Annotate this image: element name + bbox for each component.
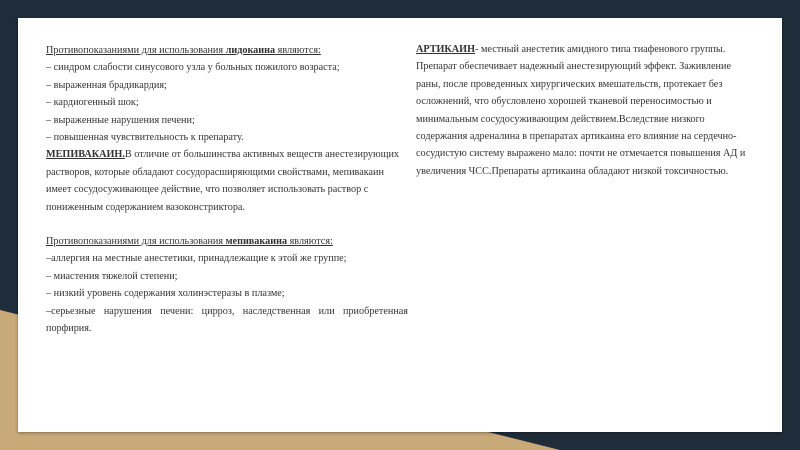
articaine-name: АРТИКАИН bbox=[416, 44, 476, 55]
list1-item: – выраженные нарушения печени; bbox=[46, 114, 195, 126]
mepivacaine-paragraph bbox=[46, 146, 408, 216]
list2-item: – миастения тяжелой степени; bbox=[46, 270, 178, 282]
heading1-prefix: Противопоказаниями для использования bbox=[46, 45, 226, 56]
list1-item: – кардиогенный шок; bbox=[46, 97, 139, 109]
left-column bbox=[46, 42, 408, 338]
list2-item: –серьезные нарушения печени: цирроз, наследственная или приобретенная порфирия. bbox=[46, 305, 408, 335]
mepivacaine-name: МЕПИВАКАИН. bbox=[46, 149, 125, 161]
articaine-text: - местный анестетик амидного типа тиафенового группы. Препарат обеспечивает надежный анестезирующий эффект. Заживление раны, после проведенных хирургических вмешательств, протекает без осложнений, что обусловлено хорошей тканевой переносимостью и минимальным сосудосуживающим действием.Вследствие низкого содержания адреналина в препаратах артикаина его влияние на сердечно-сосудистую систему выражено мало: почти не отмечается повышения АД и увеличения ЧСС.Препараты артикаина обладают низкой токсичностью. bbox=[416, 44, 746, 177]
articaine-paragraph bbox=[416, 41, 752, 180]
heading1-drug: лидокаина bbox=[225, 45, 276, 56]
mepivacaine-text: В отличие от большинства активных веществ анестезирующих растворов, которые обладают сосудорасширяющими свойствами, мепивакаин имеет сосудосуживающее действие, что позволяет использовать раствор с пониженным содержанием вазоконстриктора. bbox=[46, 149, 400, 213]
list1-item: – выраженная брадикардия; bbox=[46, 79, 167, 91]
lidocaine-contraindications-heading bbox=[46, 42, 408, 59]
list1-item: – повышенная чувствительность к препарату. bbox=[46, 132, 244, 144]
heading2-prefix: Противопоказаниями для использования bbox=[46, 236, 226, 248]
heading2-suffix: являются: bbox=[287, 236, 333, 248]
list2-item: –аллергия на местные анестетики, принадлежащие к этой же группе; bbox=[46, 253, 347, 265]
mepivacaine-contraindications-heading bbox=[46, 233, 408, 250]
list1-item: – синдром слабости синусового узла у больных пожилого возраста; bbox=[46, 62, 340, 74]
right-column bbox=[416, 41, 752, 180]
list2-item: – низкий уровень содержания холинэстеразы в плазме; bbox=[46, 288, 285, 300]
heading2-drug: мепивакаина bbox=[225, 236, 288, 248]
heading1-suffix: являются: bbox=[275, 45, 321, 56]
slide bbox=[18, 18, 782, 432]
